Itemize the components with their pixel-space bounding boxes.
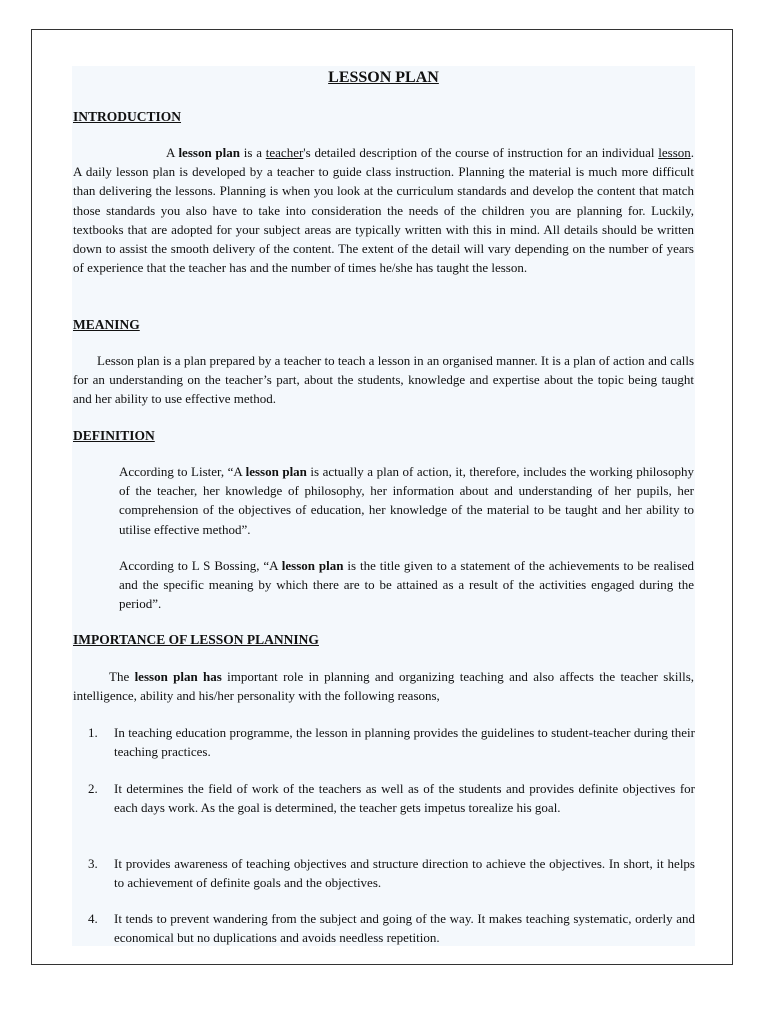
importance-paragraph: The lesson plan has important role in planning and organizing teaching and also affects the teacher skills, intelligence, ability and his/her personality with the following reasons,	[73, 669, 695, 704]
heading-definition: DEFINITION	[73, 428, 155, 443]
link-lesson[interactable]: lesson	[658, 145, 691, 160]
meaning-paragraph: Lesson plan is a plan prepared by a teacher to teach a lesson in an organised manner. It is a plan of action and calls for an understanding on the teacher’s part, about the students, knowledge and expertise about the topic being taught and her ability to use effective method.	[73, 353, 694, 407]
definition-lister: According to Lister, “A lesson plan is actually a plan of action, it, therefore, includes the working philosophy of the teacher, her knowledge of philosophy, her information about and understanding of her pupils, her comprehension of the objectives of education, her knowledge of the material to be taught and her ability to utilise effective method”.	[119, 464, 694, 537]
heading-introduction: INTRODUCTION	[73, 109, 182, 124]
introduction-paragraph: A lesson plan is a teacher's detailed description of the course of instruction for an individual lesson. A daily lesson plan is developed by a teacher to guide class instruction. Planning the material is much more difficult than delivering the lessons. Planning is when you look at the curriculum standards and develop the content that match those standards you also have to take into consideration the needs of the children you are planning for. Luckily, textbooks that are adopted for your subject areas are typically written with this in mind. All details should be written down to assist the smooth delivery of the content. The extent of the detail will vary depending on the number of years of experience that the teacher has and the number of times he/she has taught the lesson.	[73, 145, 694, 276]
document-title: LESSON PLAN	[328, 69, 439, 86]
link-teacher[interactable]: teacher	[265, 145, 304, 160]
heading-importance: IMPORTANCE OF LESSON PLANNING	[73, 632, 319, 647]
document-page: LESSON PLAN INTRODUCTION A lesson plan is a teacher's detailed description of the course of instruction for an individual lesson. A daily lesson plan is developed by a teacher to guide class instruction. Planning the material is much more difficult than delivering the lessons. Planning is when you look at the curriculum standards and develop the content that match those standards you also have to take into consideration the needs of the children you are planning for. Luckily, textbooks that are adopted for your subject areas are typically written with this in mind. All details should be written down to assist the smooth delivery of the content. The extent of the detail will vary depending on the number of years of experience that the teacher has and the number of times he/she has taught the lesson. MEANING Lesson plan is a plan prepared by a teacher to teach a lesson in an organised manner. It is a plan of action and calls for an understanding on the teacher’s part, about the students, knowledge and expertise about the topic being taught and her ability to use effective method. DEFINITION According to Lister, “A lesson plan is actually a plan of action, it, therefore, includes the working philosophy of the teacher, her knowledge of philosophy, her information about and understanding of her pupils, her comprehension of the objectives of education, her knowledge of the material to be taught and her ability to utilise effective method”. According to L S Bossing, “A lesson plan is the title given to a statement of the achievements to be realised and the specific meaning by which there are to be attained as a result of the activities engaged during the period”. IMPORTANCE OF LESSON PLANNING The lesson plan has important role in planning and organizing teaching and also affects the teacher skills, intelligence, ability and his/her personality with the following reasons, 1. In teaching education programme, the lesson in planning provides the guidelines to student-teacher during their teaching practices. 2. It determines the field of work of the teachers as well as of the students and provides definite objectives for each days work. As the goal is determined, the teacher gets impetus torealize his goal. 3. It provides awareness of teaching objectives and structure direction to achieve the objectives. In short, it helps to achievement of definite goals and the objectives. 4. It tends to prevent wandering from the subject and going of the way. It makes teaching systematic, orderly and economical but no duplications and avoids needless repetition.	[72, 66, 695, 946]
heading-meaning: MEANING	[73, 317, 140, 332]
definition-bossing: According to L S Bossing, “A lesson plan is the title given to a statement of the achievements to be realised and the specific meaning by which there are to be attained as a result of the activities engaged during the period”.	[119, 558, 694, 612]
